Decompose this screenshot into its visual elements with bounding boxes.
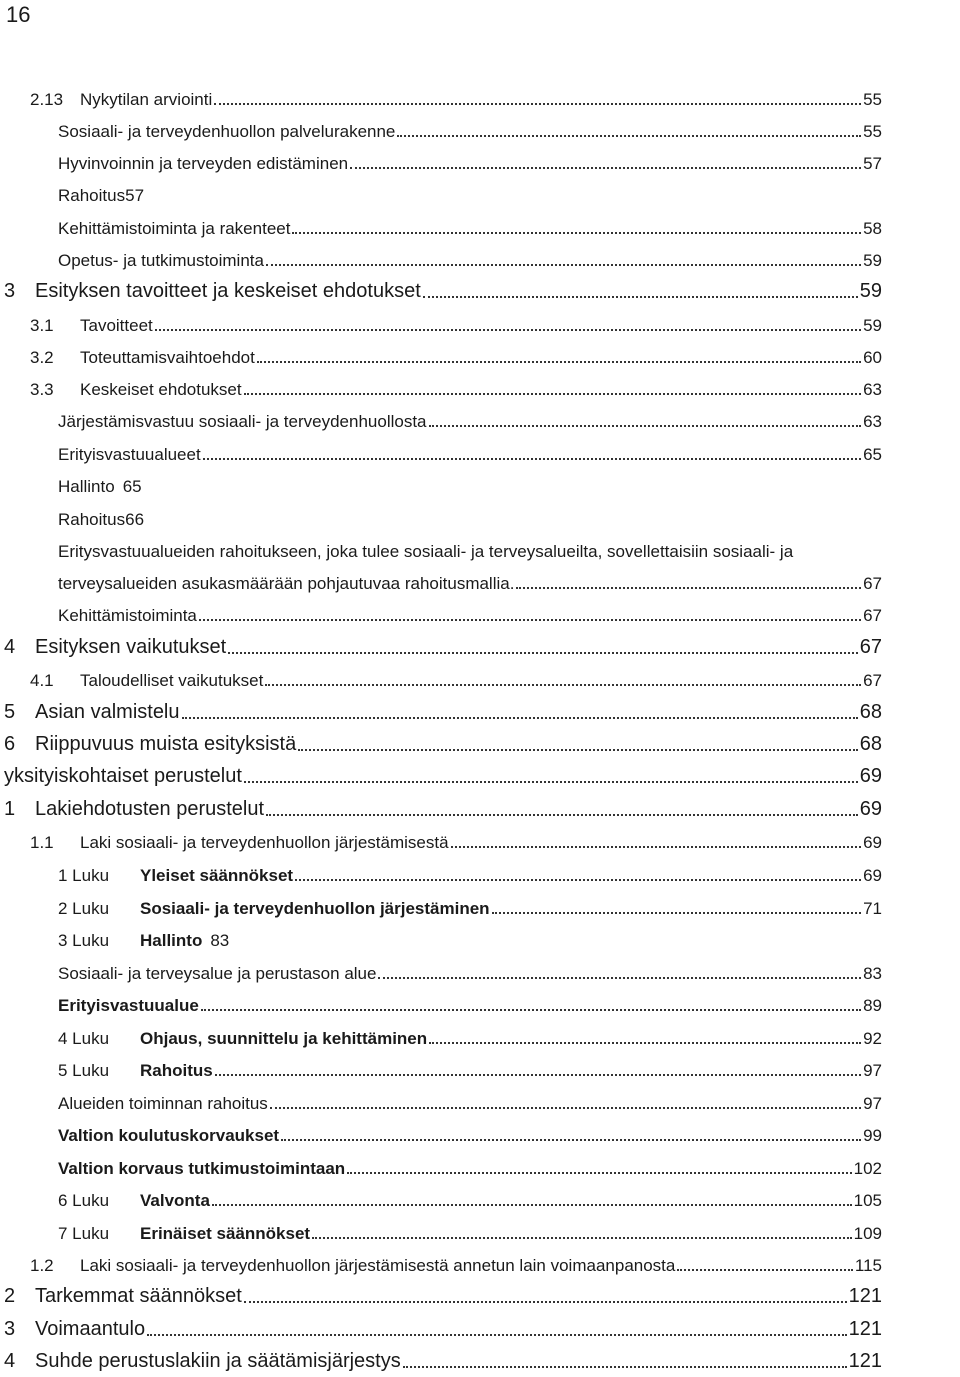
toc-entry-title: Riippuvuus muista esityksistä — [35, 733, 297, 755]
toc-entry-page: 121 — [848, 1350, 882, 1372]
toc-entry[interactable] — [0, 1280, 960, 1312]
toc-entry[interactable] — [0, 146, 960, 178]
dot-leader — [429, 425, 862, 427]
dot-leader — [429, 1042, 861, 1044]
toc-entry-page: 55 — [863, 90, 882, 109]
dot-leader — [451, 846, 862, 848]
toc-entry[interactable] — [0, 178, 960, 210]
dot-leader — [292, 232, 861, 234]
toc-entry[interactable] — [0, 1248, 960, 1280]
toc-entry-number: 3 Luku — [58, 931, 110, 950]
toc-entry-title: Ohjaus, suunnittelu ja kehittäminen — [140, 1029, 428, 1048]
toc-entry-page: 57 — [863, 154, 882, 173]
toc-entry-number: 4 — [4, 636, 16, 658]
toc-entry-number: 1 — [4, 798, 16, 820]
toc-entry-page: 65 — [122, 477, 142, 496]
toc-entry-page: 67 — [859, 636, 882, 658]
toc-entry[interactable] — [0, 858, 960, 890]
toc-entry-number: 6 — [4, 733, 16, 755]
toc-entry-title: Sosiaali- ja terveydenhuollon järjestäminen — [140, 899, 490, 918]
dot-leader — [212, 1204, 852, 1206]
dot-leader — [270, 1107, 861, 1109]
dot-leader — [516, 587, 861, 589]
toc-entry[interactable] — [0, 502, 960, 534]
toc-entry-page: 66 — [125, 510, 145, 529]
toc-entry[interactable] — [0, 1151, 960, 1183]
toc-entry[interactable] — [0, 988, 960, 1020]
toc-entry-title: Eritysvastuualueiden rahoitukseen, joka tulee sosiaali- ja terveysalueilta, sovellettaisiin sosiaali- ja — [58, 542, 794, 561]
toc-entry-title: Toteuttamisvaihtoehdot — [80, 348, 255, 367]
toc-entry[interactable] — [0, 1118, 960, 1150]
toc-entry-number: 2 Luku — [58, 899, 110, 918]
dot-leader — [257, 361, 861, 363]
toc-entry-page: 63 — [863, 380, 882, 399]
dot-leader — [203, 458, 861, 460]
toc-entry-title: Valtion koulutuskorvaukset — [58, 1126, 280, 1145]
toc-entry-page: 92 — [863, 1029, 882, 1048]
toc-entry-page: 68 — [859, 733, 882, 755]
toc-entry-page: 59 — [863, 316, 882, 335]
toc-entry-page: 109 — [853, 1224, 882, 1243]
toc-entry-title: Kehittämistoiminta — [58, 606, 197, 625]
dot-leader — [244, 781, 858, 783]
toc-entry-page: 67 — [863, 574, 882, 593]
toc-entry-title: Hallinto — [58, 477, 115, 496]
toc-entry-number: 3.3 — [30, 380, 54, 399]
toc-entry[interactable] — [0, 275, 960, 307]
toc-entry-page: 63 — [863, 412, 882, 431]
toc-entry-title: yksityiskohtaiset perustelut — [4, 765, 242, 787]
toc-entry-page: 121 — [848, 1318, 882, 1340]
toc-entry-title: Yleiset säännökset — [140, 866, 294, 885]
toc-entry[interactable] — [0, 1345, 960, 1377]
toc-entry[interactable] — [0, 211, 960, 243]
toc-entry-title: Erityisvastuualueet — [58, 445, 201, 464]
dot-leader — [182, 717, 858, 719]
toc-entry[interactable] — [0, 340, 960, 372]
toc-entry[interactable] — [0, 1021, 960, 1053]
toc-entry-page: 83 — [863, 964, 882, 983]
toc-entry[interactable] — [0, 469, 960, 501]
toc-entry-page: 55 — [863, 122, 882, 141]
toc-entry-page: 83 — [210, 931, 230, 950]
dot-leader — [378, 977, 861, 979]
toc-entry-title: Erinäiset säännökset — [140, 1224, 311, 1243]
toc-entry[interactable] — [0, 598, 960, 630]
toc-entry-title: Voimaantulo — [35, 1318, 146, 1340]
toc-entry[interactable] — [0, 956, 960, 988]
toc-entry-title: Tarkemmat säännökset — [35, 1285, 242, 1307]
toc-entry-title: Hallinto — [140, 931, 203, 950]
dot-leader — [265, 684, 861, 686]
toc-entry-page: 97 — [863, 1061, 882, 1080]
dot-leader — [350, 167, 861, 169]
toc-entry-title: Hyvinvoinnin ja terveyden edistäminen — [58, 154, 349, 173]
toc-entry-page: 121 — [848, 1285, 882, 1307]
toc-entry-number: 1 Luku — [58, 866, 110, 885]
toc-entry[interactable] — [0, 696, 960, 728]
toc-entry[interactable] — [0, 1216, 960, 1248]
dot-leader — [677, 1269, 853, 1271]
toc-entry-page: 58 — [863, 219, 882, 238]
toc-entry[interactable] — [0, 663, 960, 695]
toc-entry-title: Kehittämistoiminta ja rakenteet — [58, 219, 291, 238]
dot-leader — [244, 1301, 847, 1303]
toc-entry[interactable] — [0, 404, 960, 436]
dot-leader — [347, 1172, 851, 1174]
toc-entry-title: Keskeiset ehdotukset — [80, 380, 242, 399]
toc-entry-title: Asian valmistelu — [35, 701, 180, 723]
toc-entry[interactable] — [0, 243, 960, 275]
toc-entry[interactable] — [0, 1086, 960, 1118]
toc-entry-number: 2 — [4, 1285, 16, 1307]
toc-entry-title: Rahoitus — [58, 510, 126, 529]
dot-leader — [281, 1139, 861, 1141]
toc-entry-number: 5 Luku — [58, 1061, 110, 1080]
dot-leader — [312, 1237, 852, 1239]
toc-entry-title: Valvonta — [140, 1191, 210, 1210]
dot-leader — [298, 749, 858, 751]
toc-entry-number: 7 Luku — [58, 1224, 110, 1243]
toc-entry-page: 69 — [863, 833, 882, 852]
toc-entry[interactable] — [0, 1313, 960, 1345]
toc-entry-title: Valtion korvaus tutkimustoimintaan — [58, 1159, 346, 1178]
toc-entry-page: 105 — [853, 1191, 882, 1210]
toc-entry-page: 59 — [863, 251, 882, 270]
toc-entry-title: Rahoitus — [140, 1061, 213, 1080]
dot-leader — [397, 135, 861, 137]
dot-leader — [199, 619, 861, 621]
toc-entry-number: 3.1 — [30, 316, 54, 335]
dot-leader — [492, 912, 862, 914]
toc-entry-title: Laki sosiaali- ja terveydenhuollon järjestämisestä — [80, 833, 449, 852]
toc-entry-number: 4.1 — [30, 671, 54, 690]
toc-entry[interactable] — [0, 760, 960, 792]
toc-entry-number: 3.2 — [30, 348, 54, 367]
toc-entry-page: 68 — [859, 701, 882, 723]
dot-leader — [155, 329, 861, 331]
toc-entry[interactable] — [0, 566, 960, 598]
dot-leader — [403, 1366, 847, 1368]
dot-leader — [244, 393, 861, 395]
toc-entry[interactable] — [0, 1183, 960, 1215]
toc-entry[interactable] — [0, 308, 960, 340]
toc-entry-page: 67 — [863, 606, 882, 625]
toc-entry-page: 115 — [854, 1256, 882, 1275]
toc-entry-title: Suhde perustuslakiin ja säätämisjärjestys — [35, 1350, 401, 1372]
toc-entry[interactable] — [0, 1053, 960, 1085]
dot-leader — [228, 652, 858, 654]
toc-entry-title: Laki sosiaali- ja terveydenhuollon järjestämisestä annetun lain voimaanpanosta — [80, 1256, 676, 1275]
toc-entry[interactable] — [0, 891, 960, 923]
toc-entry-page: 71 — [863, 899, 882, 918]
toc-entry-page: 97 — [863, 1094, 882, 1113]
dot-leader — [214, 103, 861, 105]
toc-entry[interactable] — [0, 728, 960, 760]
toc-entry-page: 67 — [863, 671, 882, 690]
toc-entry-number: 1.2 — [30, 1256, 54, 1275]
toc-entry-page: 69 — [863, 866, 882, 885]
dot-leader — [423, 296, 858, 298]
toc-entry[interactable] — [0, 923, 960, 955]
toc-entry-page: 99 — [863, 1126, 882, 1145]
toc-entry-title: Tavoitteet — [80, 316, 153, 335]
toc-entry-page: 60 — [863, 348, 882, 367]
toc-entry-title: Esityksen vaikutukset — [35, 636, 227, 658]
toc-entry-title: Opetus- ja tutkimustoiminta — [58, 251, 264, 270]
toc-entry-title: Nykytilan arviointi — [80, 90, 213, 109]
toc-entry-title: Rahoitus — [58, 186, 126, 205]
toc-entry-number: 6 Luku — [58, 1191, 110, 1210]
toc-entry-number: 1.1 — [30, 833, 54, 852]
dot-leader — [295, 879, 861, 881]
toc-entry[interactable] — [0, 534, 960, 566]
toc-entry-page: 102 — [853, 1159, 882, 1178]
toc-entry-title: Taloudelliset vaikutukset — [80, 671, 264, 690]
page-number: 16 — [6, 2, 31, 27]
toc-entry-number: 4 — [4, 1350, 16, 1372]
toc-entry[interactable] — [0, 825, 960, 857]
toc-entry-number: 5 — [4, 701, 16, 723]
toc-entry-number: 3 — [4, 1318, 16, 1340]
toc-entry-page: 57 — [125, 186, 145, 205]
toc-entry[interactable] — [0, 372, 960, 404]
dot-leader — [266, 814, 858, 816]
dot-leader — [266, 264, 861, 266]
toc-entry-page: 65 — [863, 445, 882, 464]
toc-entry-page: 89 — [863, 996, 882, 1015]
toc-entry-title: Sosiaali- ja terveydenhuollon palvelurakenne — [58, 122, 396, 141]
toc-entry-title: terveysalueiden asukasmäärään pohjautuvaa rahoitusmallia. — [58, 574, 515, 593]
toc-entry-title: Sosiaali- ja terveysalue ja perustason alue — [58, 964, 377, 983]
toc-entry-title: Lakiehdotusten perustelut — [35, 798, 265, 820]
toc-entry-number: 4 Luku — [58, 1029, 110, 1048]
toc-entry[interactable] — [0, 114, 960, 146]
dot-leader — [215, 1074, 861, 1076]
toc-entry[interactable] — [0, 437, 960, 469]
toc-entry-page: 69 — [859, 798, 882, 820]
toc-entry[interactable] — [0, 82, 960, 114]
toc-entry-title: Alueiden toiminnan rahoitus — [58, 1094, 268, 1113]
toc-entry-number: 2.13 — [30, 90, 64, 109]
dot-leader — [201, 1009, 861, 1011]
toc-entry[interactable] — [0, 631, 960, 663]
toc-entry[interactable] — [0, 793, 960, 825]
toc-entry-title: Järjestämisvastuu sosiaali- ja terveydenhuollosta — [58, 412, 427, 431]
toc-entry-number: 3 — [4, 280, 16, 302]
toc-entry-page: 69 — [859, 765, 882, 787]
toc-entry-title: Esityksen tavoitteet ja keskeiset ehdotukset — [35, 280, 421, 302]
dot-leader — [147, 1334, 847, 1336]
toc-entry-title: Erityisvastuualue — [58, 996, 199, 1015]
toc-entry-page: 59 — [859, 280, 882, 302]
